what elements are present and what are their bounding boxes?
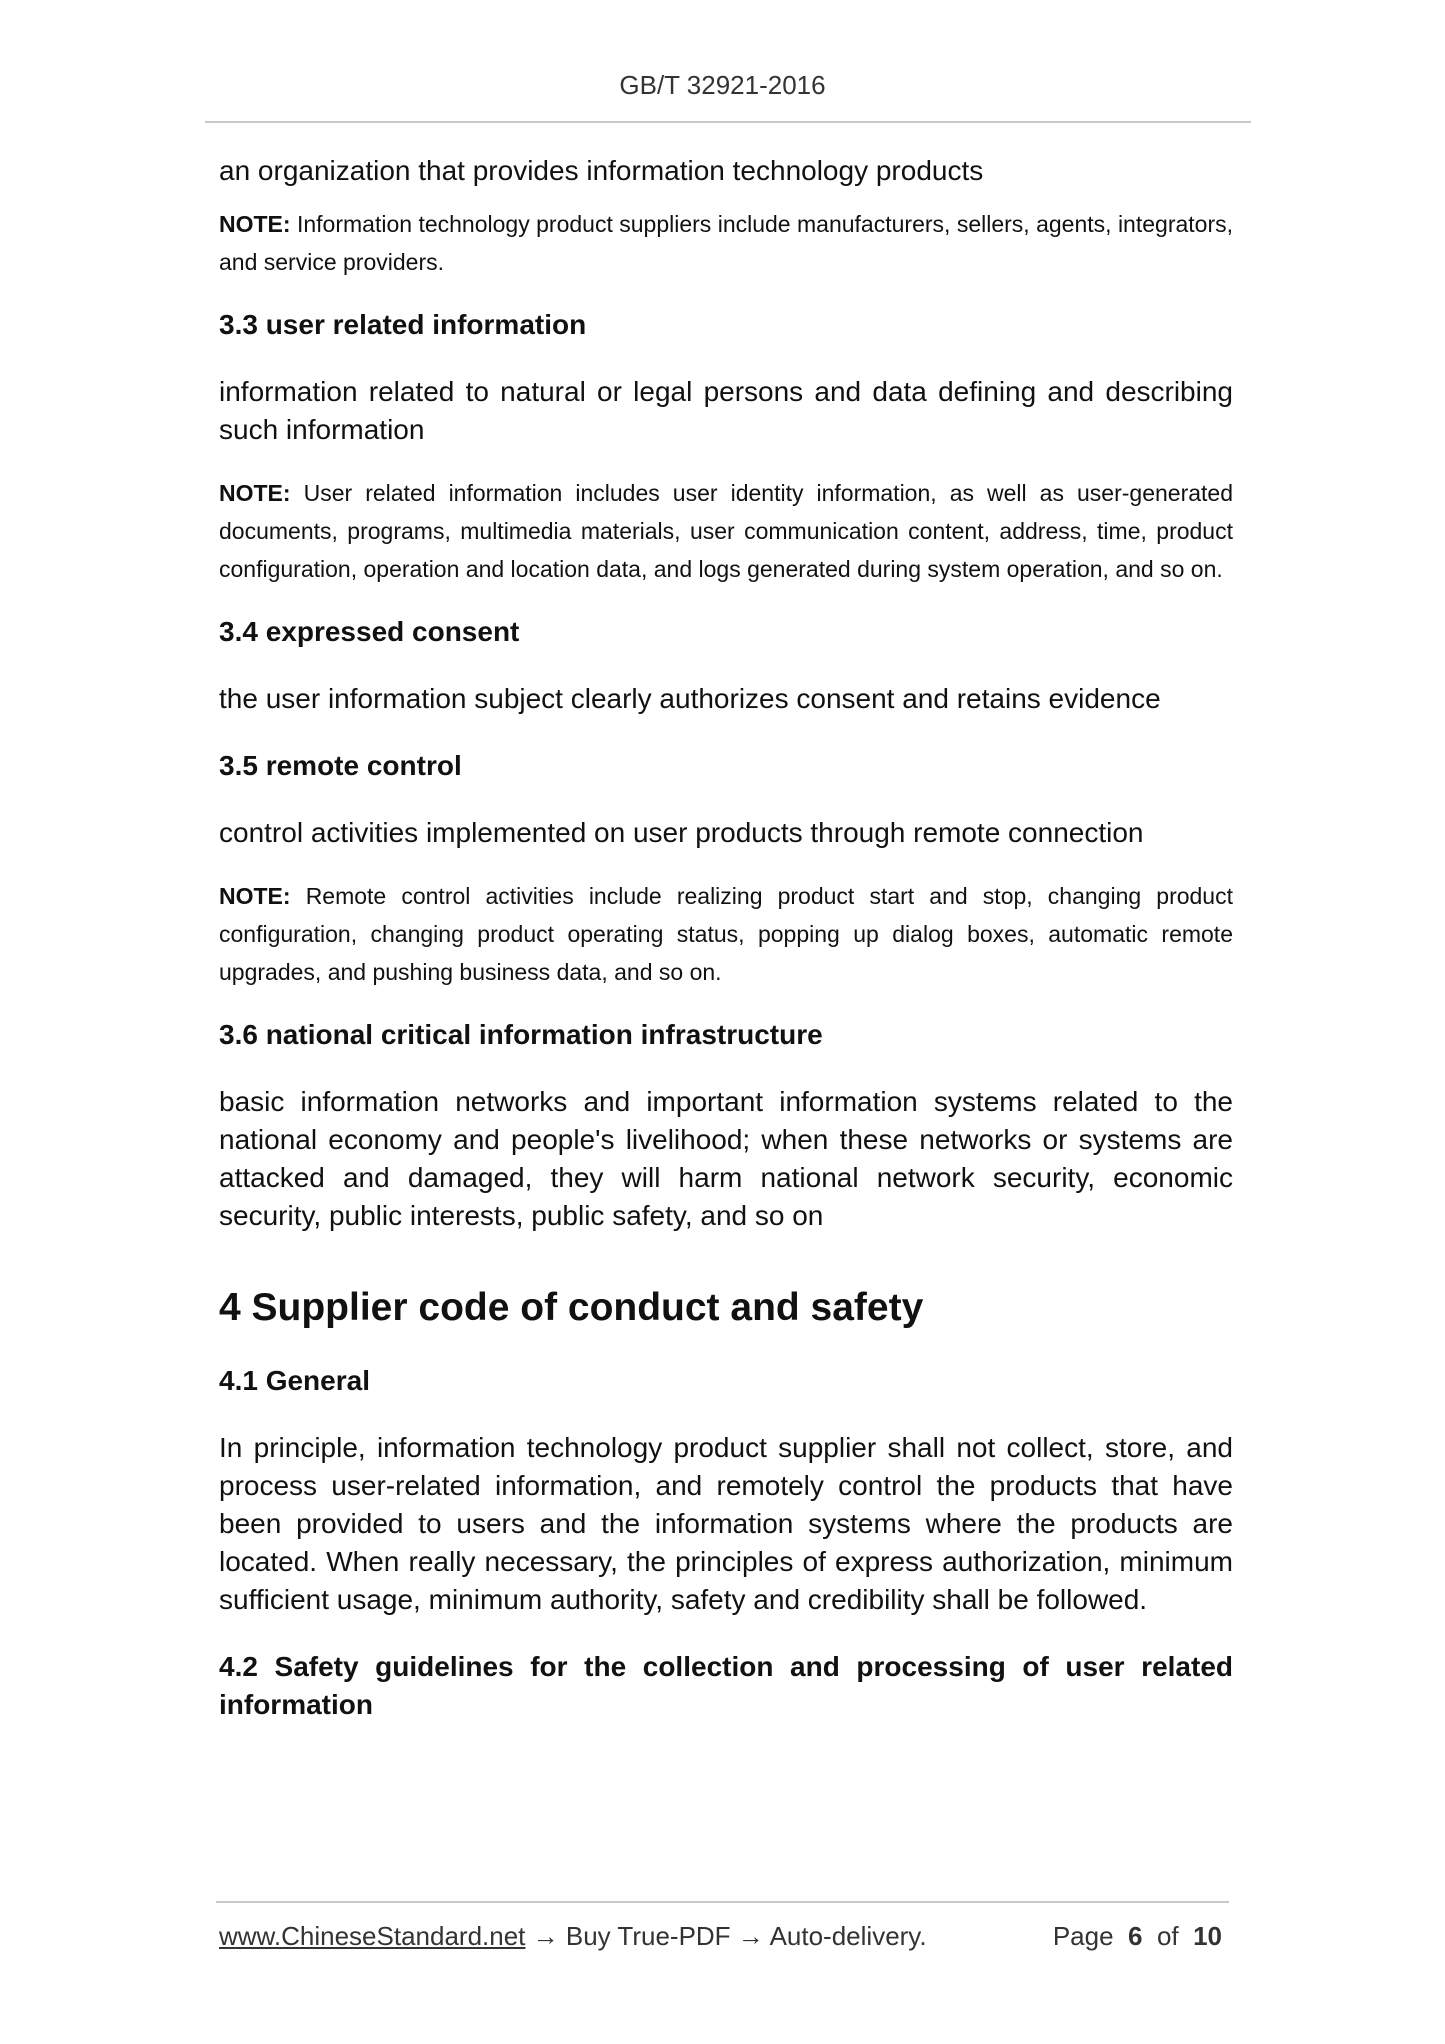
note-label: NOTE:	[219, 480, 291, 506]
section-4-heading: 4 Supplier code of conduct and safety	[219, 1286, 924, 1329]
footer-promo-text: → Buy True-PDF → Auto-delivery.	[525, 1921, 927, 1951]
running-header-title: GB/T 32921-2016	[619, 70, 826, 100]
definition-3-4-heading: 3.4 expressed consent	[219, 616, 520, 647]
definition-3-6-heading: 3.6 national critical information infrastructure	[219, 1019, 823, 1050]
note-text: User related information includes user identity information, as well as user-generated documents, programs, multimedia materials, user communication content, address, time, product configuration, operation and location data, and logs generated during system operation, and so on.	[219, 480, 1233, 582]
page-label: Page	[1052, 1921, 1114, 1951]
footer-divider	[216, 1901, 1229, 1903]
definition-3-3-heading: 3.3 user related information	[219, 309, 587, 340]
note-label: NOTE:	[219, 211, 291, 237]
note-text: Remote control activities include realizing product start and stop, changing product configuration, changing product operating status, popping up dialog boxes, automatic remote upgrades, and pushing business data, and so on.	[219, 883, 1233, 985]
footer-website-link[interactable]: www.ChineseStandard.net	[219, 1921, 526, 1951]
definition-3-2-note	[219, 205, 1233, 281]
page-total: 10	[1193, 1921, 1222, 1951]
section-4-1-text: In principle, information technology product supplier shall not collect, store, and process user-related information, and remotely control the products that have been provided to users and the information systems where the products are located. When really necessary, the principles of express authorization, minimum sufficient usage, minimum authority, safety and credibility shall be followed.	[219, 1432, 1233, 1615]
page-footer	[219, 1918, 1231, 1954]
definition-3-4-text: the user information subject clearly authorizes consent and retains evidence	[219, 683, 1161, 714]
definition-3-5-heading: 3.5 remote control	[219, 750, 462, 781]
definition-3-2-text: an organization that provides information technology products	[219, 155, 984, 186]
header-divider	[205, 121, 1251, 123]
page-content	[219, 152, 1233, 1724]
definition-3-5-text: control activities implemented on user products through remote connection	[219, 817, 1144, 848]
definition-3-3-text: information related to natural or legal persons and data defining and describing such information	[219, 376, 1233, 445]
note-label: NOTE:	[219, 883, 291, 909]
page-of-label: of	[1156, 1921, 1179, 1951]
section-4-2-heading: 4.2 Safety guidelines for the collection and processing of user related information	[219, 1651, 1233, 1720]
page-current: 6	[1128, 1921, 1143, 1951]
section-4-1-heading: 4.1 General	[219, 1365, 370, 1396]
definition-3-5-note	[219, 877, 1233, 991]
definition-3-3-note	[219, 474, 1233, 588]
definition-3-6-text: basic information networks and important information systems related to the national economy and people's livelihood; when these networks or systems are attacked and damaged, they will harm national network security, economic security, public interests, public safety, and so on	[219, 1086, 1233, 1231]
note-text: Information technology product suppliers include manufacturers, sellers, agents, integrators, and service providers.	[219, 211, 1234, 275]
page-number	[1053, 1918, 1222, 1954]
